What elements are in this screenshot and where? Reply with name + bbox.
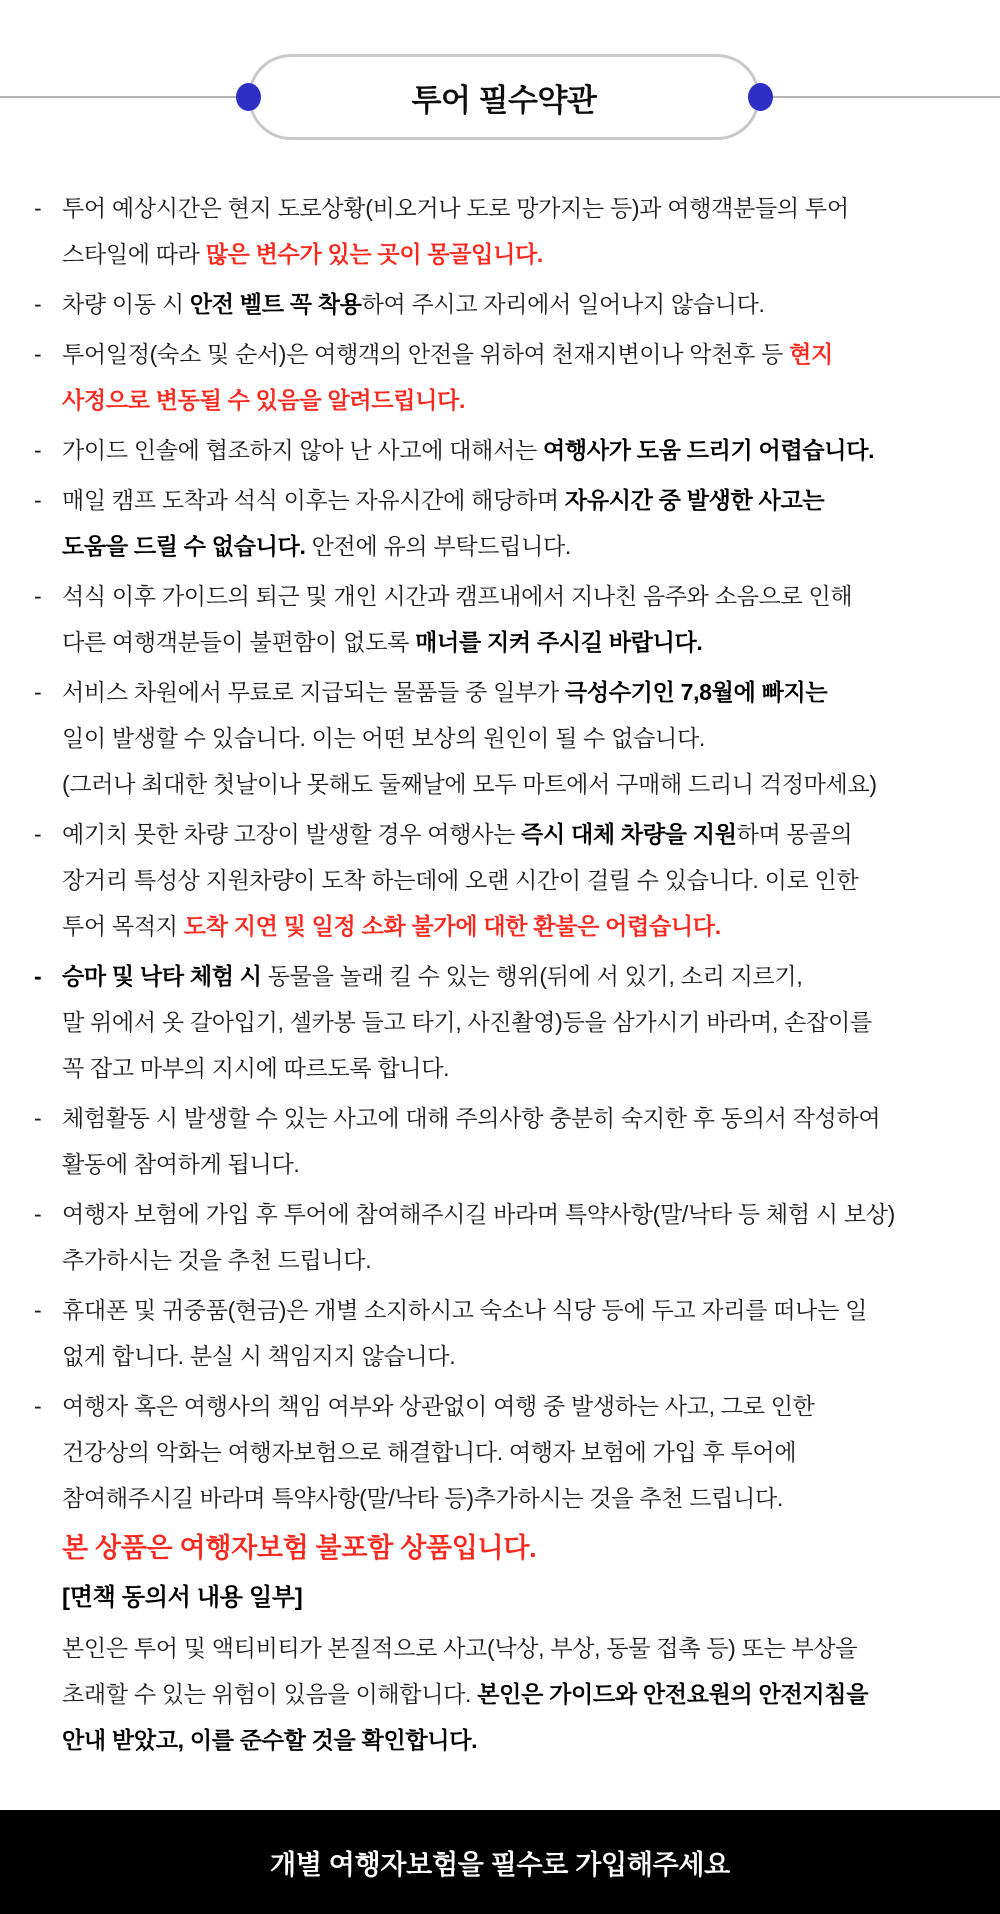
title-pill	[248, 54, 760, 140]
terms-line	[62, 573, 972, 619]
bold-text: 안전 벨트 꼭 착용	[189, 291, 362, 317]
terms-item	[0, 331, 1000, 423]
body-text: 본인은 투어 및 액티비티가 본질적으로 사고(낙상, 부상, 동물 접촉 등) 또는 부상을	[62, 1635, 858, 1661]
terms-lines	[62, 669, 972, 807]
body-text: 매일 캠프 도착과 석식 이후는 자유시간에 해당하며	[62, 487, 565, 513]
footer-text: 개별 여행자보험을 필수로 가입해주세요	[270, 1849, 730, 1880]
body-text: 동물을 놀래 킬 수 있는 행위(뒤에 서 있기, 소리 지르기,	[267, 963, 803, 989]
title-dot-left-icon	[236, 83, 261, 111]
terms-item	[0, 281, 1000, 327]
body-text: 하며 몽골의	[736, 821, 853, 847]
body-text: 여행자 혹은 여행사의 책임 여부와 상관없이 여행 중 발생하는 사고, 그로 인한	[62, 1393, 815, 1419]
terms-line	[62, 903, 972, 949]
bold-text: 안내 받았고, 이를 준수할 것을 확인합니다.	[62, 1727, 478, 1753]
bold-text: 즉시 대체 차량을 지원	[521, 821, 737, 847]
bullet-dash: -	[34, 1393, 42, 1419]
body-text: 스타일에 따라	[62, 241, 206, 267]
body-text: 석식 이후 가이드의 퇴근 및 개인 시간과 캠프내에서 지나친 음주와 소음으로 인해	[62, 583, 853, 609]
body-text: 초래할 수 있는 위험이 있음을 이해합니다.	[62, 1681, 478, 1707]
bold-text: 여행사가 도움 드리기 어렵습니다.	[543, 437, 875, 463]
body-text: 다른 여행객분들이 불편함이 없도록	[62, 629, 416, 655]
terms-item	[0, 185, 1000, 277]
terms-lines	[62, 331, 972, 423]
body-text: (그러나 최대한 첫날이나 못해도 둘째날에 모두 마트에서 구매해 드리니 걱정마세요)	[62, 771, 877, 797]
bold-text: 도움을 드릴 수 없습니다.	[62, 533, 306, 559]
terms-item	[0, 1191, 1000, 1283]
terms-block	[0, 1525, 1000, 1571]
terms-lines	[62, 1383, 972, 1521]
body-text: 없게 합니다. 분실 시 책임지지 않습니다.	[62, 1343, 456, 1369]
highlight-red-text: 도착 지연 및 일정 소화 불가에 대한 환불은 어렵습니다.	[183, 913, 721, 939]
bold-text: 극성수기인 7,8월에 빠지는	[564, 679, 828, 705]
terms-item	[0, 477, 1000, 569]
terms-line	[62, 1625, 972, 1671]
terms-item	[0, 573, 1000, 665]
terms-line	[62, 185, 972, 231]
terms-lines	[62, 1625, 972, 1763]
body-text: 휴대폰 및 귀중품(현금)은 개별 소지하시고 숙소나 식당 등에 두고 자리를 떠나는 일	[62, 1297, 868, 1323]
terms-block	[0, 1575, 1000, 1621]
terms-line	[62, 761, 972, 807]
bullet-dash: -	[34, 679, 42, 705]
terms-block	[0, 1625, 1000, 1763]
bold-text: [면책 동의서 내용 일부]	[62, 1584, 303, 1611]
terms-line	[62, 1095, 972, 1141]
page-title: 투어 필수약관	[411, 82, 597, 118]
terms-item	[0, 1383, 1000, 1521]
body-text: 안전에 유의 부탁드립니다.	[305, 533, 572, 559]
terms-lines	[62, 811, 972, 949]
bullet-dash: -	[34, 291, 42, 317]
terms-line	[62, 1287, 972, 1333]
body-text: 꼭 잡고 마부의 지시에 따르도록 합니다.	[62, 1055, 450, 1081]
terms-item	[0, 1095, 1000, 1187]
terms-lines	[62, 1525, 972, 1571]
terms-line	[62, 1237, 972, 1283]
terms-line	[62, 999, 972, 1045]
terms-line	[62, 715, 972, 761]
terms-line	[62, 427, 972, 473]
bullet-dash: -	[34, 437, 42, 463]
highlight-red-text: 현지	[789, 341, 833, 367]
terms-lines	[62, 281, 972, 327]
terms-line	[62, 1045, 972, 1091]
bullet-dash: -	[34, 195, 42, 221]
terms-lines	[62, 1191, 972, 1283]
terms-item	[0, 1287, 1000, 1379]
terms-lines	[62, 953, 972, 1091]
bullet-dash: -	[34, 1105, 42, 1131]
body-text: 참여해주시길 바라며 특약사항(말/낙타 등)추가하시는 것을 추천 드립니다.	[62, 1485, 783, 1511]
terms-line	[62, 1383, 972, 1429]
terms-line	[62, 1429, 972, 1475]
terms-line	[62, 1141, 972, 1187]
terms-line	[62, 1525, 972, 1571]
terms-line	[62, 619, 972, 665]
terms-lines	[62, 1575, 972, 1621]
bullet-dash: -	[34, 1201, 42, 1227]
body-text: 서비스 차원에서 무료로 지급되는 물품들 중 일부가	[62, 679, 565, 705]
body-text: 활동에 참여하게 됩니다.	[62, 1151, 300, 1177]
terms-lines	[62, 1095, 972, 1187]
bullet-dash: -	[34, 487, 42, 513]
terms-line	[62, 811, 972, 857]
bold-text: 자유시간 중 발생한 사고는	[564, 487, 825, 513]
terms-lines	[62, 427, 972, 473]
title-dot-right-icon	[748, 83, 773, 111]
terms-item	[0, 811, 1000, 949]
terms-line	[62, 477, 972, 523]
terms-line	[62, 953, 972, 999]
terms-line	[62, 669, 972, 715]
body-text: 추가하시는 것을 추천 드립니다.	[62, 1247, 372, 1273]
bullet-dash: -	[34, 963, 42, 989]
bold-text: 승마 및 낙타 체험 시	[62, 963, 268, 989]
highlight-red-text: 사정으로 변동될 수 있음을 알려드립니다.	[62, 387, 466, 413]
terms-item	[0, 427, 1000, 473]
bullet-dash: -	[34, 341, 42, 367]
terms-item	[0, 669, 1000, 807]
terms-line	[62, 857, 972, 903]
terms-line	[62, 1671, 972, 1717]
bullet-dash: -	[34, 583, 42, 609]
terms-lines	[62, 477, 972, 569]
terms-line	[62, 1191, 972, 1237]
terms-line	[62, 377, 972, 423]
body-text: 가이드 인솔에 협조하지 않아 난 사고에 대해서는	[62, 437, 543, 463]
terms-list	[0, 185, 1000, 1767]
terms-line	[62, 331, 972, 377]
terms-lines	[62, 573, 972, 665]
terms-line	[62, 281, 972, 327]
footer-banner	[0, 1810, 1000, 1914]
terms-line	[62, 523, 972, 569]
terms-line	[62, 1333, 972, 1379]
highlight-red-text: 본 상품은 여행자보험 불포함 상품입니다.	[62, 1533, 537, 1563]
body-text: 투어일정(숙소 및 순서)은 여행객의 안전을 위하여 천재지변이나 악천후 등	[62, 341, 790, 367]
body-text: 일이 발생할 수 있습니다. 이는 어떤 보상의 원인이 될 수 없습니다.	[62, 725, 705, 751]
body-text: 건강상의 악화는 여행자보험으로 해결합니다. 여행자 보험에 가입 후 투어에	[62, 1439, 797, 1465]
body-text: 차량 이동 시	[62, 291, 190, 317]
bullet-dash: -	[34, 1297, 42, 1323]
terms-item	[0, 953, 1000, 1091]
body-text: 투어 목적지	[62, 913, 184, 939]
bold-text: 매너를 지켜 주시길 바랍니다.	[415, 629, 703, 655]
terms-lines	[62, 1287, 972, 1379]
body-text: 하여 주시고 자리에서 일어나지 않습니다.	[361, 291, 765, 317]
terms-line	[62, 231, 972, 277]
bold-text: 본인은 가이드와 안전요원의 안전지침을	[477, 1681, 869, 1707]
body-text: 장거리 특성상 지원차량이 도착 하는데에 오랜 시간이 걸릴 수 있습니다. 이로 인한	[62, 867, 859, 893]
terms-lines	[62, 185, 972, 277]
body-text: 여행자 보험에 가입 후 투어에 참여해주시길 바라며 특약사항(말/낙타 등 체험 시 보상)	[62, 1201, 896, 1227]
terms-line	[62, 1475, 972, 1521]
body-text: 말 위에서 옷 갈아입기, 셀카봉 들고 타기, 사진촬영)등을 삼가시기 바라며, 손잡이를	[62, 1009, 872, 1035]
terms-line	[62, 1717, 972, 1763]
highlight-red-text: 많은 변수가 있는 곳이 몽골입니다.	[205, 241, 544, 267]
bullet-dash: -	[34, 821, 42, 847]
terms-line	[62, 1575, 972, 1621]
body-text: 예기치 못한 차량 고장이 발생할 경우 여행사는	[62, 821, 522, 847]
body-text: 투어 예상시간은 현지 도로상황(비오거나 도로 망가지는 등)과 여행객분들의 투어	[62, 195, 849, 221]
body-text: 체험활동 시 발생할 수 있는 사고에 대해 주의사항 충분히 숙지한 후 동의서 작성하여	[62, 1105, 881, 1131]
